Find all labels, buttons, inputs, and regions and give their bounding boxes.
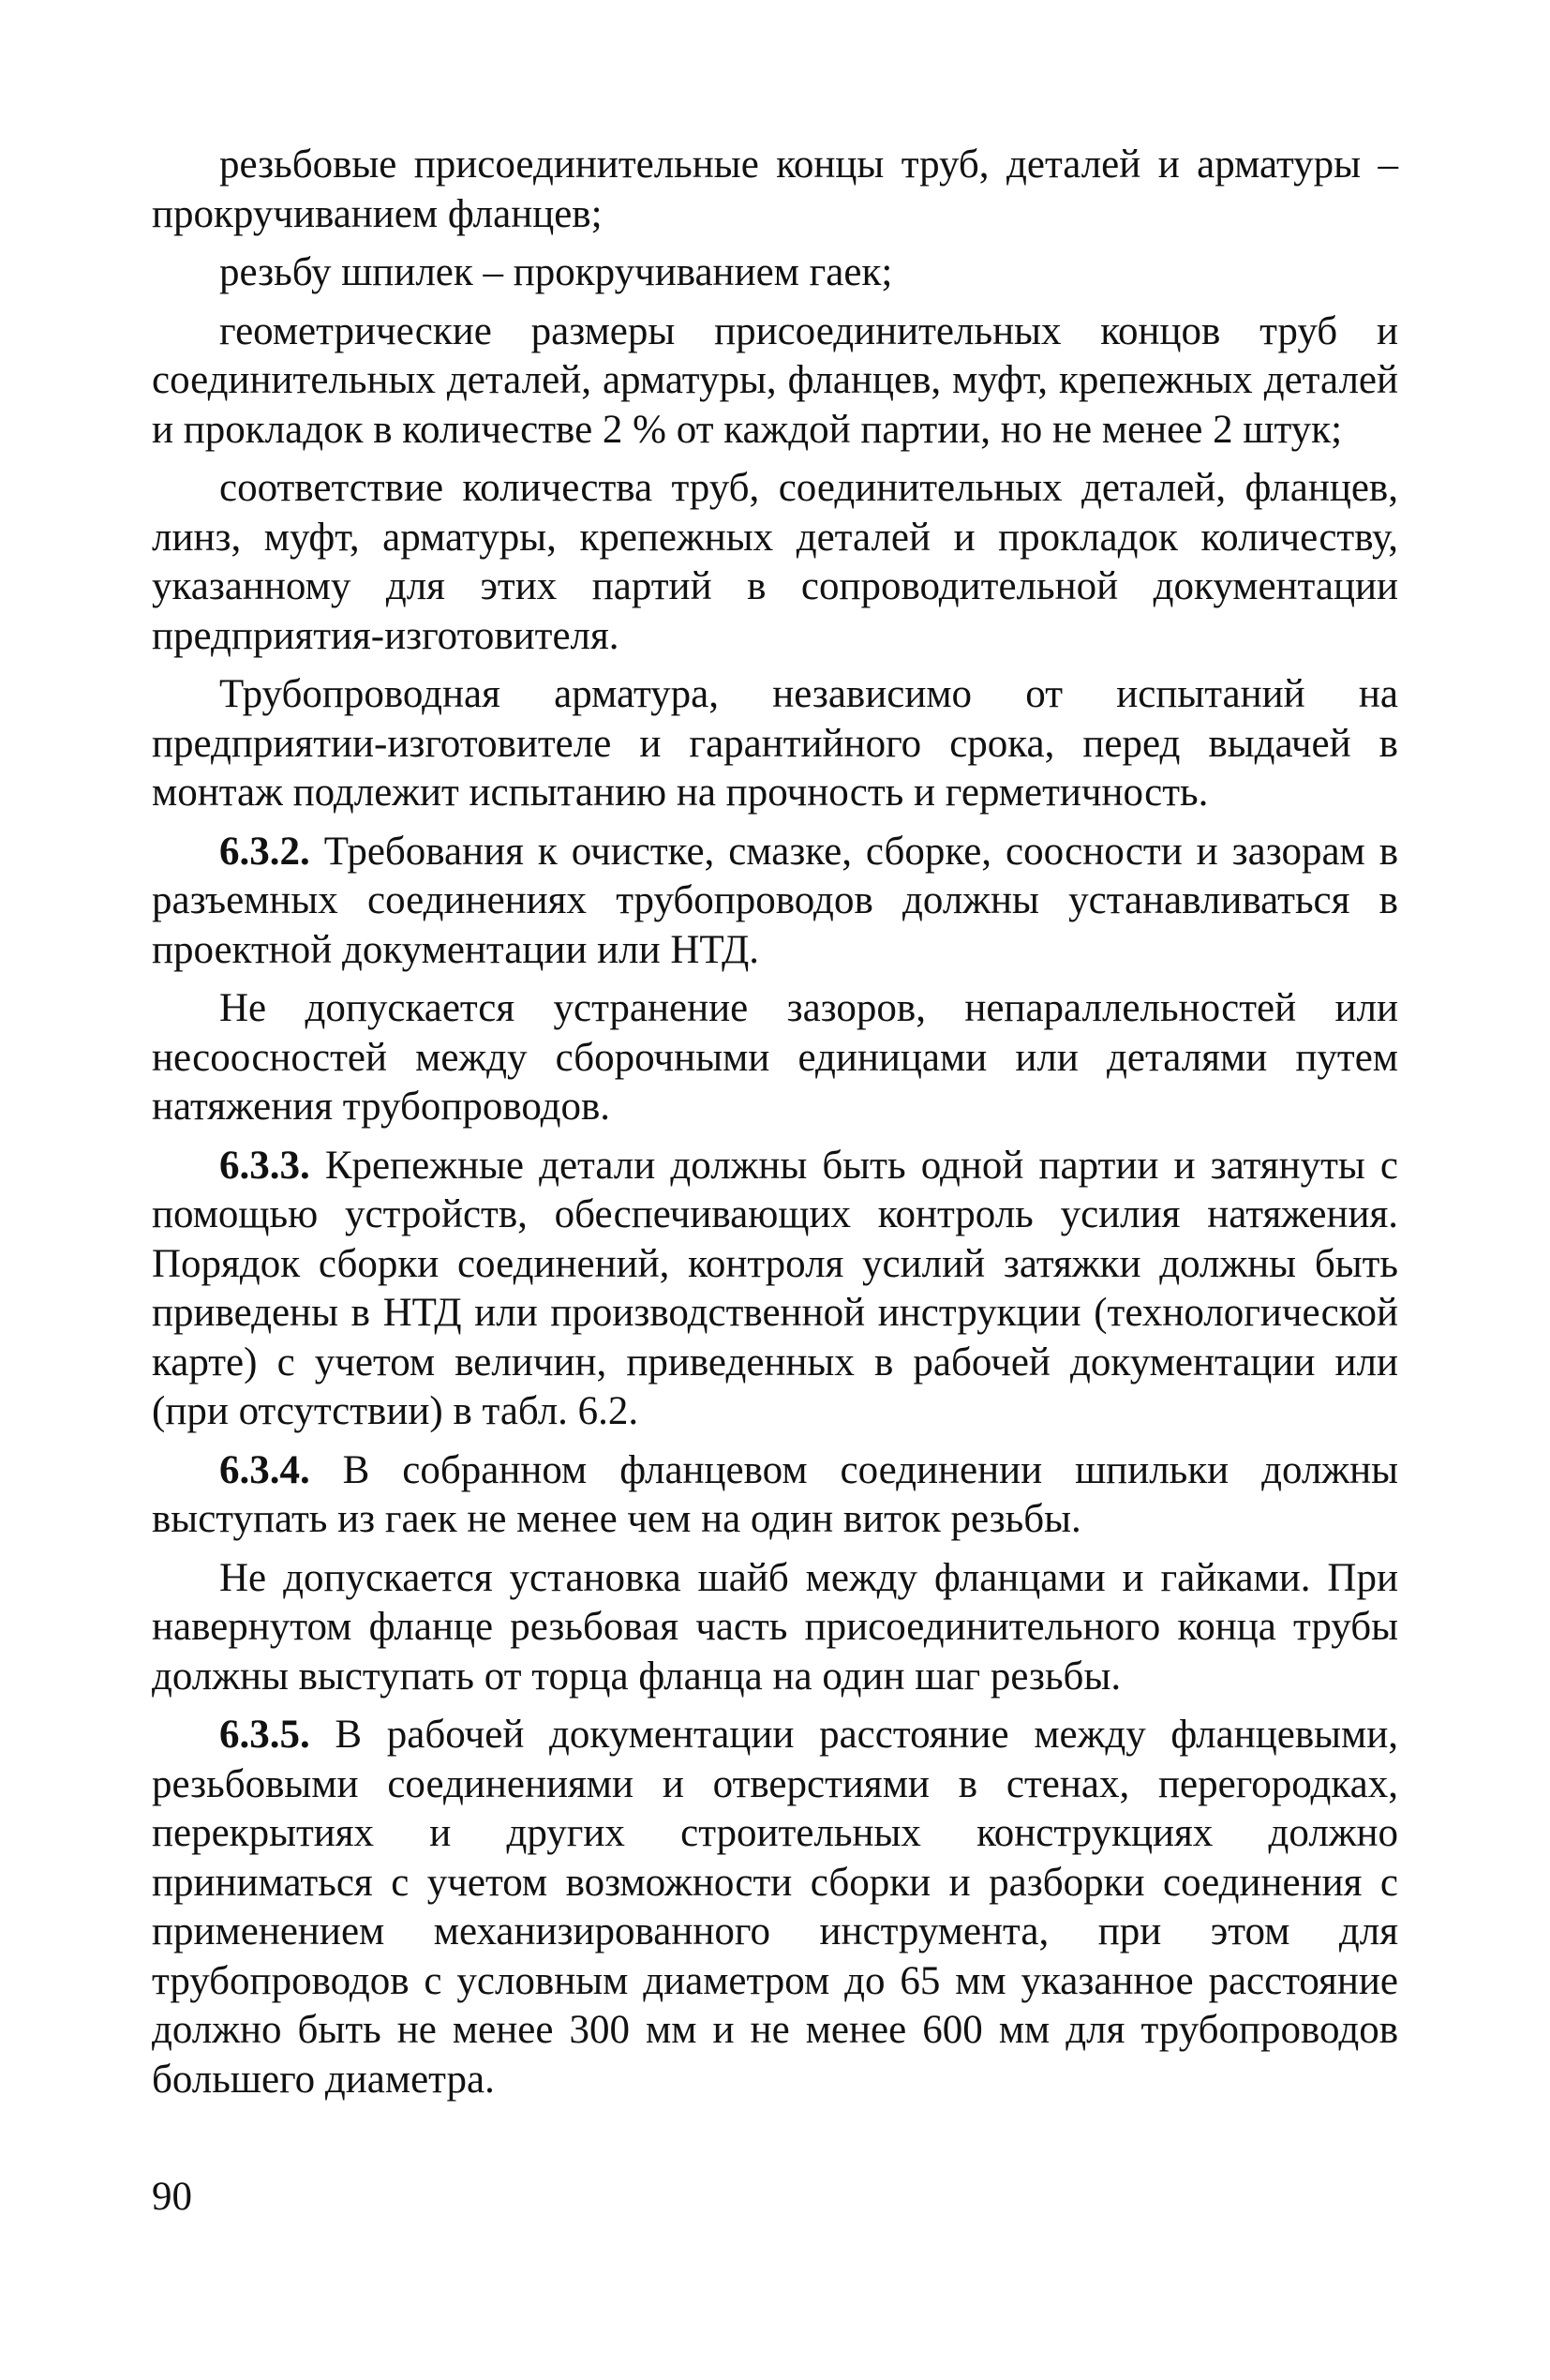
paragraph-text: Трубопроводная арматура, независимо от испытаний на предприятии-изготовителе и гарантийного срока, перед выдачей в монтаж подлежит испытанию на прочность и герметичность. [152,672,1398,815]
paragraph [152,464,1398,661]
paragraph-text: В рабочей документации расстояние между фланцевыми, резьбовыми соединениями и отверстиями в стенах, перегородках, перекрытиях и других строительных конструкциях должно приниматься с учетом возможности сборки и разборки соединения с применением механизированного инструмента, при этом для трубопроводов с условным диаметром до 65 мм указанное расстояние должно быть не менее 300 мм и не менее 600 мм для трубопроводов большего диаметра. [152,1713,1398,2102]
paragraph [152,1711,1398,2104]
paragraph-text: соответствие количества труб, соединительных деталей, фланцев, линз, муфт, арматуры, крепежных деталей и прокладок количеству, указанному для этих партий в сопроводительной документации предприятия-изготовителя. [152,466,1398,658]
clause-number: 6.3.5. [219,1713,310,1757]
paragraph [152,1446,1398,1545]
paragraph-text: Крепежные детали должны быть одной партии и затянуты с помощью устройств, обеспечивающих контроль усилия натяжения. Порядок сборки соединений, контроля усилий затяжки должны быть приведены в НТД или производственной инструкции (технологической карте) с учетом величин, приведенных в рабочей документации или (при отсутствии) в табл. 6.2. [152,1143,1398,1433]
paragraph-text: резьбовые присоединительные концы труб, деталей и арматуры – прокручиванием фланцев; [152,142,1398,236]
paragraph-text: резьбу шпилек – прокручиванием гаек; [219,250,893,294]
document-body [152,141,1398,2114]
paragraph [152,828,1398,976]
clause-number: 6.3.4. [219,1447,310,1492]
paragraph [152,1142,1398,1437]
page-number: 90 [152,2175,192,2219]
paragraph-text: В собранном фланцевом соединении шпильки должны выступать из гаек не менее чем на один виток резьбы. [152,1447,1398,1541]
paragraph-text: Не допускается установка шайб между фланцами и гайками. При навернутом фланце резьбовая часть присоединительного конца трубы должны выступать от торца фланца на один шаг резьбы. [152,1555,1398,1699]
paragraph [152,307,1398,456]
paragraph [152,248,1398,298]
paragraph-text: Требования к очистке, смазке, сборке, соосности и зазорам в разъемных соединениях трубопроводов должны устанавливаться в проектной документации или НТД. [152,829,1398,972]
paragraph [152,670,1398,818]
clause-number: 6.3.2. [219,829,310,874]
clause-number: 6.3.3. [219,1143,310,1188]
paragraph [152,1554,1398,1702]
paragraph-text: Не допускается устранение зазоров, непараллельностей или несоосностей между сборочными единицами или деталями путем натяжения трубопроводов. [152,986,1398,1129]
paragraph-text: геометрические размеры присоединительных концов труб и соединительных деталей, арматуры, фланцев, муфт, крепежных деталей и прокладок в количестве 2 % от каждой партии, но не менее 2 штук; [152,308,1398,452]
paragraph [152,984,1398,1132]
paragraph [152,141,1398,239]
